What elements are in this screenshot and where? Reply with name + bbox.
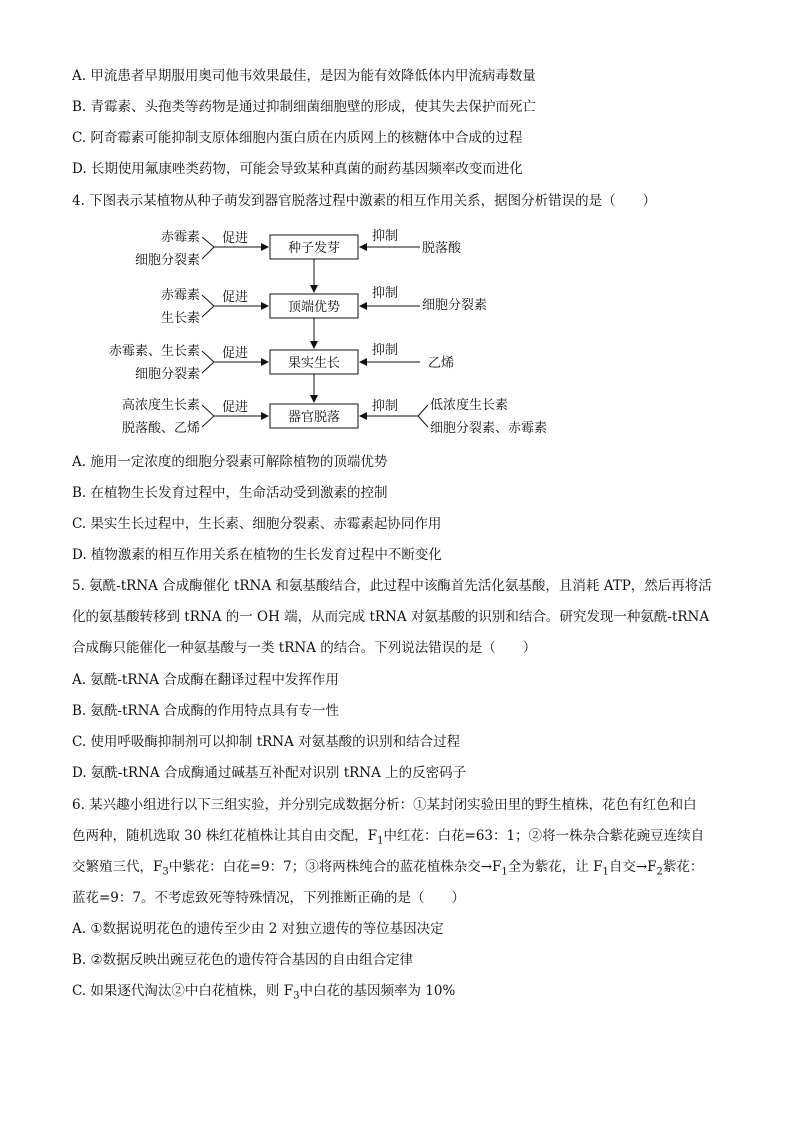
right-3-a: 乙烯 bbox=[428, 356, 455, 371]
q5-option-d: D. 氨酰-tRNA 合成酶通过碱基互补配对识别 tRNA 上的反密码子 bbox=[72, 765, 467, 781]
box-organ-abscission bbox=[270, 404, 358, 428]
box-seed-germination bbox=[270, 235, 358, 259]
left-1-b: 细胞分裂素 bbox=[134, 253, 200, 268]
right-1-a: 脱落酸 bbox=[422, 241, 462, 256]
promote-label-4: 促进 bbox=[222, 400, 249, 415]
q4-option-a: A. 施用一定浓度的细胞分裂素可解除植物的顶端优势 bbox=[72, 454, 388, 470]
q3-option-a: A. 甲流患者早期服用奥司他韦效果最佳，是因为能有效降低体内甲流病毒数量 bbox=[72, 68, 536, 84]
q3-option-c: C. 阿奇霉素可能抑制支原体细胞内蛋白质在内质网上的核糖体中合成的过程 bbox=[72, 130, 523, 146]
box-fruit-growth bbox=[270, 350, 358, 374]
hormone-diagram bbox=[90, 222, 610, 437]
q5-stem-line-1: 5. 氨酰-tRNA 合成酶催化 tRNA 和氨基酸结合，此过程中该酶首先活化氨基酸，且消耗 ATP，然后再将活 bbox=[72, 578, 712, 594]
left-3-a: 赤霉素、生长素 bbox=[108, 344, 200, 359]
left-2-a: 赤霉素 bbox=[160, 288, 200, 303]
svg-text:果实生长: 果实生长 bbox=[287, 356, 341, 371]
svg-text:种子发芽: 种子发芽 bbox=[287, 241, 341, 256]
left-4-b: 脱落酸、乙烯 bbox=[121, 421, 200, 436]
q6-option-c: C. 如果逐代淘汰②中白花植株，则 $F_3$中白花的基因频率为 10% bbox=[72, 983, 456, 1002]
left-2-b: 生长素 bbox=[160, 311, 200, 326]
q6-stem-line-1: 6. 某兴趣小组进行以下三组实验，并分别完成数据分析：①某封闭实验田里的野生植株，花色有红色和白 bbox=[72, 797, 697, 813]
q6-stem-line-4: 蓝花=9：7。不考虑致死等特殊情况，下列推断正确的是（ ） bbox=[72, 890, 465, 906]
inhibit-label-1: 抑制 bbox=[372, 229, 399, 244]
svg-text:顶端优势: 顶端优势 bbox=[287, 300, 341, 315]
inhibit-label-2: 抑制 bbox=[372, 286, 399, 301]
svg-text:器官脱落: 器官脱落 bbox=[287, 410, 341, 425]
inhibit-label-3: 抑制 bbox=[372, 343, 399, 358]
right-2-a: 细胞分裂素 bbox=[422, 298, 488, 313]
q3-option-d: D. 长期使用氟康唑类药物，可能会导致某种真菌的耐药基因频率改变而进化 bbox=[72, 161, 523, 177]
q5-stem-line-3: 合成酶只能催化一种氨基酸与一类 tRNA 的结合。下列说法错误的是（ ） bbox=[72, 640, 537, 656]
q6-stem-line-3: 交繁殖三代，$F_3$中紫花：白花=9：7；③将两株纯合的蓝花植株杂交$\to F_1$全为紫花，让 $F_1$自交$\to F_2$紫花： bbox=[72, 859, 704, 878]
box-apical-dominance bbox=[270, 294, 358, 318]
left-1-a: 赤霉素 bbox=[160, 230, 200, 245]
right-4-a: 低浓度生长素 bbox=[430, 398, 509, 413]
left-3-b: 细胞分裂素 bbox=[134, 367, 200, 382]
left-4-a: 高浓度生长素 bbox=[121, 398, 200, 413]
promote-label-1: 促进 bbox=[222, 231, 249, 246]
q4-option-d: D. 植物激素的相互作用关系在植物的生长发育过程中不断变化 bbox=[72, 547, 442, 563]
q6-option-b: B. ②数据反映出豌豆花色的遗传符合基因的自由组合定律 bbox=[72, 952, 414, 968]
q5-option-a: A. 氨酰-tRNA 合成酶在翻译过程中发挥作用 bbox=[72, 672, 339, 688]
q5-stem-line-2: 化的氨基酸转移到 tRNA 的一 OH 端，从而完成 tRNA 对氨基酸的识别和结合。研究发现一种氨酰-tRNA bbox=[72, 609, 710, 625]
q5-option-b: B. 氨酰-tRNA 合成酶的作用特点具有专一性 bbox=[72, 703, 340, 719]
q6-stem-line-2: 色两种，随机选取 30 株红花植株让其自由交配，$F_1$中红花：白花=63：1；②将一株杂合紫花豌豆连续自 bbox=[72, 828, 705, 847]
q4-option-b: B. 在植物生长发育过程中，生命活动受到激素的控制 bbox=[72, 485, 388, 501]
q5-option-c: C. 使用呼吸酶抑制剂可以抑制 tRNA 对氨基酸的识别和结合过程 bbox=[72, 734, 461, 750]
right-4-b: 细胞分裂素、赤霉素 bbox=[430, 421, 548, 436]
q3-option-b: B. 青霉素、头孢类等药物是通过抑制细菌细胞壁的形成，使其失去保护而死亡 bbox=[72, 99, 537, 115]
q4-stem: 4. 下图表示某植物从种子萌发到器官脱落过程中激素的相互作用关系，据图分析错误的是（ ） bbox=[72, 193, 657, 209]
inhibit-label-4: 抑制 bbox=[372, 399, 399, 414]
promote-label-2: 促进 bbox=[222, 290, 249, 305]
promote-label-3: 促进 bbox=[222, 346, 249, 361]
q6-option-a: A. ①数据说明花色的遗传至少由 2 对独立遗传的等位基因决定 bbox=[72, 921, 444, 937]
q4-option-c: C. 果实生长过程中，生长素、细胞分裂素、赤霉素起协同作用 bbox=[72, 516, 442, 532]
